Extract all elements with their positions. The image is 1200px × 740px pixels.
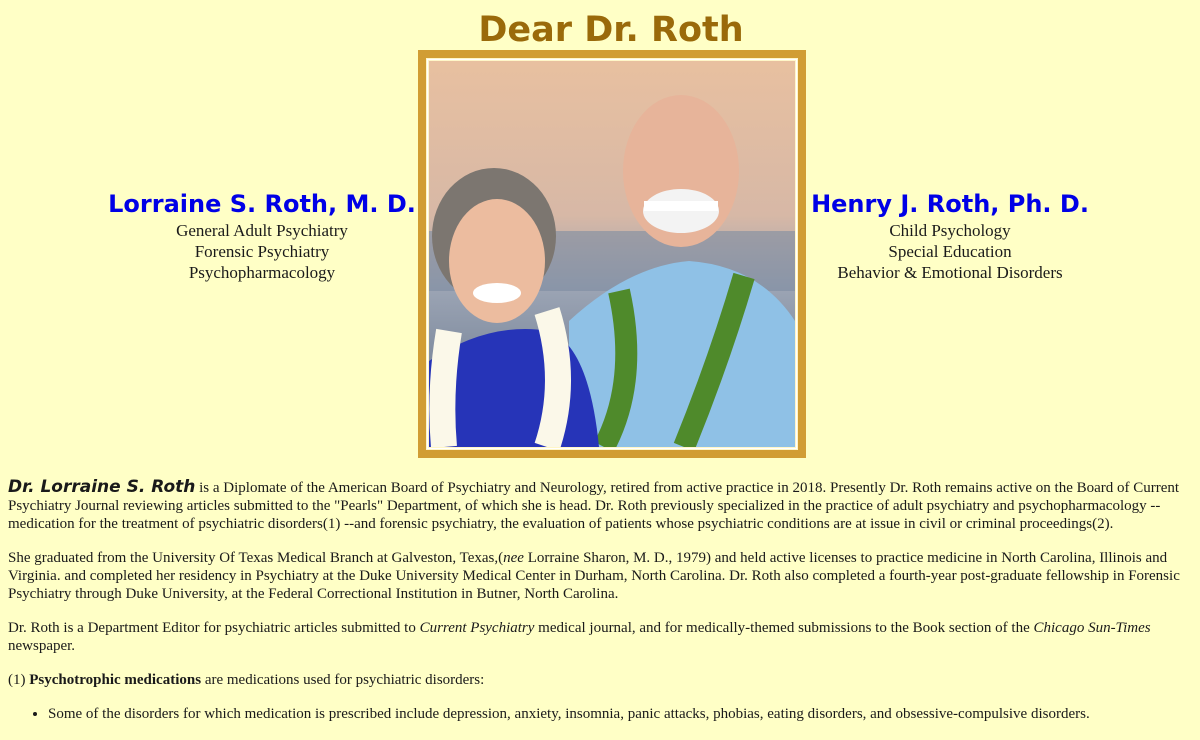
bio-text: is a Diplomate of the American Board of Psychiatry and Neurology, retired from active practice in 2018. Presently Dr. Roth remains active on the Board of Current Psychiatry Journal reviewing articles submitted to the "Pearls" Department, of which she is head. Dr. Roth previously specialized in the practice of adult psychiatry and psychopharmacology --medication for the treatment of psychiatric disorders(1) --and forensic psychiatry, the evaluation of patients whose psychiatric conditions are at issue in civil or criminal proceedings(2). [8, 480, 1180, 532]
specialty-item: Forensic Psychiatry [194, 242, 330, 261]
footnote-text: are medications used for psychiatric disorders: [201, 672, 485, 688]
journal-name: Current Psychiatry [419, 620, 535, 636]
footnote-paragraph [8, 671, 1192, 689]
education-text: Lorraine Sharon, M. D., 1979) and held active licenses to practice medicine in North Carolina, Illinois and Virginia. and completed her residency in Psychiatry at the Duke University Medical Center in Durham, North Carolina. Dr. Roth also completed a fourth-year post-graduate fellowship in Forensic Psychiatry through Duke University, at the Federal Correctional Institution in Butner, North Carolina. [8, 550, 1180, 602]
footnote-term: Psychotrophic medications [29, 672, 202, 688]
newspaper-name: Chicago Sun-Times [1033, 620, 1151, 636]
specialty-item: Child Psychology [889, 221, 1011, 240]
disorder-list [8, 705, 1192, 723]
list-item: • Some of the disorders for which medication is prescribed include depression, anxiety, insomnia, panic attacks, phobias, eating disorders, and obsessive-compulsive disorders. [48, 705, 1192, 723]
editor-text: newspaper. [8, 638, 76, 654]
profile-henry [800, 188, 1100, 283]
specialty-item: Special Education [888, 242, 1012, 261]
bio-section [8, 478, 1192, 723]
specialty-item: Psychopharmacology [188, 263, 336, 282]
profile-lorraine [100, 188, 424, 283]
education-text: She graduated from the University Of Texas Medical Branch at Galveston, Texas,( [8, 550, 504, 566]
bio-paragraph [8, 478, 1192, 533]
education-paragraph [8, 549, 1192, 603]
couple-portrait-photo [426, 58, 798, 450]
profile-name: Lorraine S. Roth, M. D. [108, 190, 416, 218]
editor-text: medical journal, and for medically-themed submissions to the Book section of the [534, 620, 1034, 636]
footnote-prefix: (1) [8, 672, 30, 688]
photo-frame [418, 50, 806, 458]
profile-name: Henry J. Roth, Ph. D. [811, 190, 1089, 218]
education-italic: nee [503, 550, 524, 566]
specialty-item: General Adult Psychiatry [176, 221, 348, 240]
bio-lead-name: Dr. Lorraine S. Roth [8, 477, 196, 497]
specialty-item: Behavior & Emotional Disorders [837, 263, 1063, 282]
editor-paragraph [8, 619, 1192, 655]
editor-text: Dr. Roth is a Department Editor for psychiatric articles submitted to [8, 620, 420, 636]
page-title: Dear Dr. Roth [478, 10, 744, 50]
